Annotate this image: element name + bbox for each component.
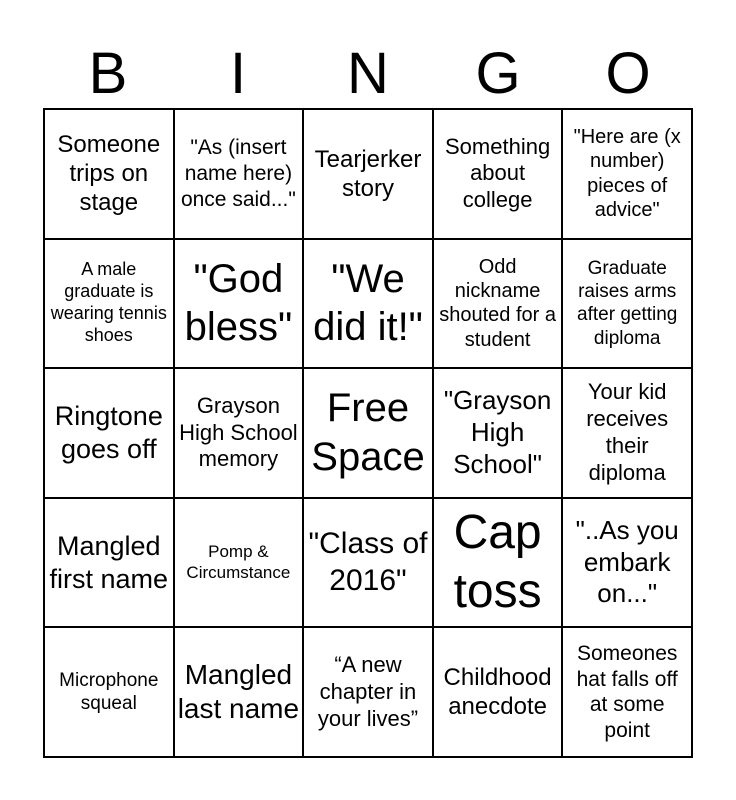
header-letter-o: O [605,41,651,106]
bingo-cell[interactable]: Mangled first name [44,498,174,628]
bingo-cell[interactable]: "..As you embark on..." [562,498,692,628]
bingo-cell[interactable]: “A new chapter in your lives” [303,627,433,757]
header-letter-i: I [229,41,247,106]
bingo-cell[interactable]: Your kid receives their diploma [562,368,692,498]
bingo-cell[interactable]: Grayson High School memory [174,368,304,498]
bingo-header [43,40,693,108]
bingo-cell[interactable]: Cap toss [433,498,563,628]
bingo-cell[interactable]: Childhood anecdote [433,627,563,757]
bingo-cell[interactable]: "Class of 2016" [303,498,433,628]
bingo-cell[interactable]: Pomp & Circumstance [174,498,304,628]
free-space-cell[interactable]: Free Space [303,368,433,498]
bingo-cell[interactable]: "God bless" [174,239,304,369]
bingo-cell[interactable]: Someones hat falls off at some point [562,627,692,757]
bingo-cell[interactable]: Odd nickname shouted for a student [433,239,563,369]
bingo-cell[interactable]: Graduate raises arms after getting diploma [562,239,692,369]
bingo-cell[interactable]: "Here are (x number) pieces of advice" [562,109,692,239]
bingo-cell[interactable]: "Grayson High School" [433,368,563,498]
bingo-cell[interactable]: "As (insert name here) once said..." [174,109,304,239]
bingo-cell[interactable]: Someone trips on stage [44,109,174,239]
bingo-cell[interactable]: "We did it!" [303,239,433,369]
bingo-cell[interactable]: Something about college [433,109,563,239]
bingo-grid [43,108,693,758]
header-letter-n: N [347,41,389,106]
bingo-cell[interactable]: Tearjerker story [303,109,433,239]
bingo-cell[interactable]: A male graduate is wearing tennis shoes [44,239,174,369]
bingo-cell[interactable]: Microphone squeal [44,627,174,757]
bingo-cell[interactable]: Mangled last name [174,627,304,757]
header-letter-g: G [475,41,521,106]
bingo-cell[interactable]: Ringtone goes off [44,368,174,498]
header-letter-b: B [88,41,128,106]
